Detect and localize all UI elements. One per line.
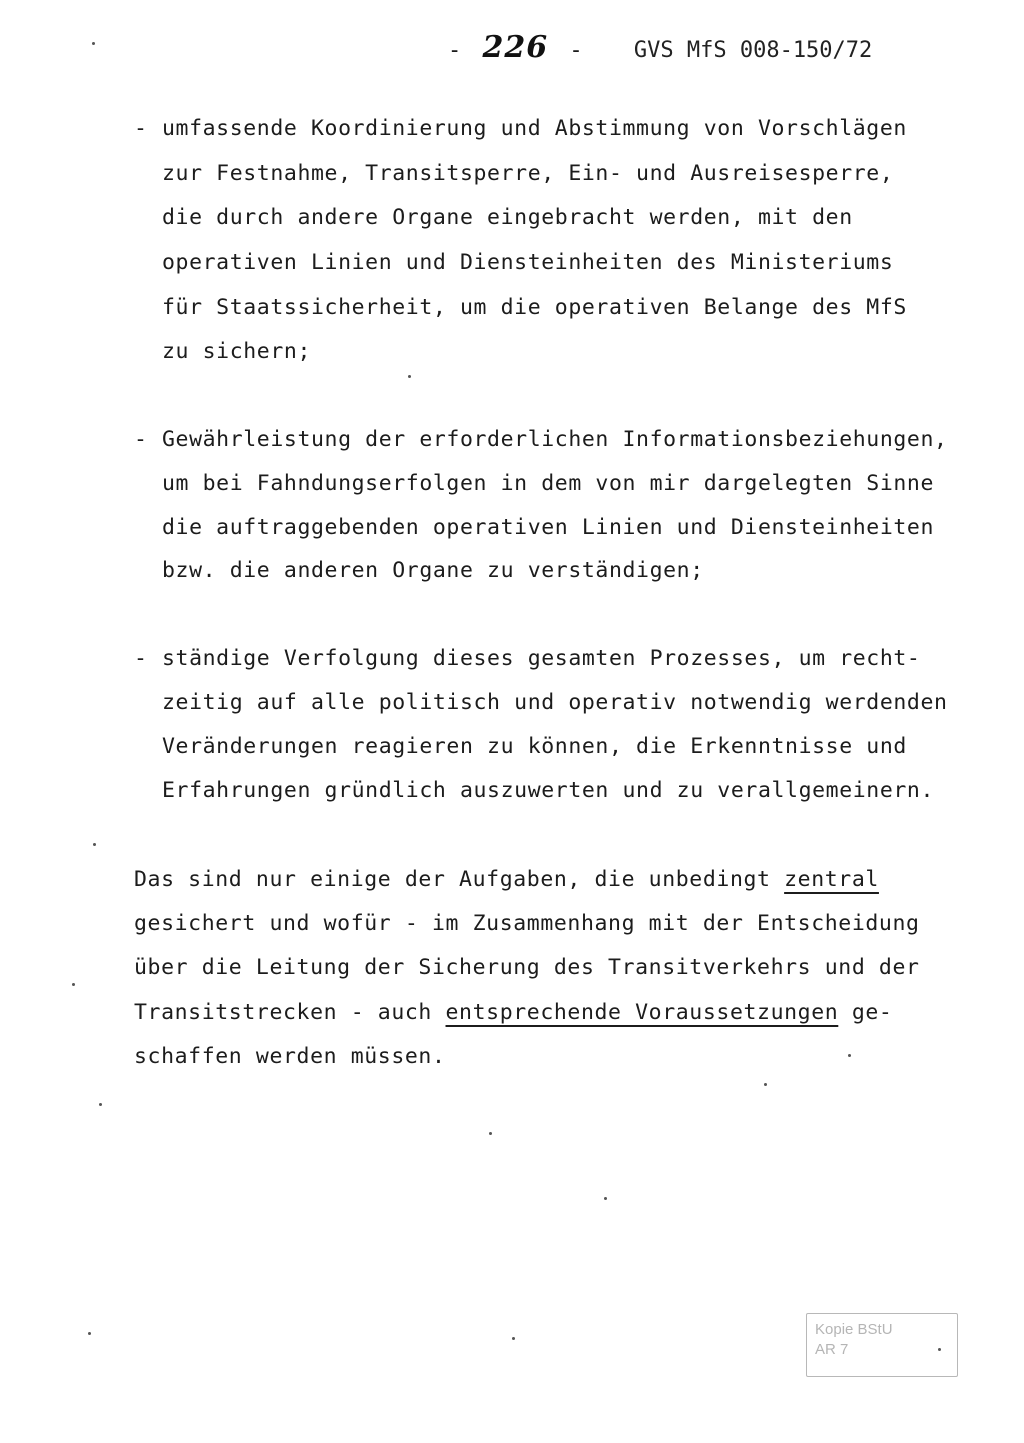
page-header <box>440 30 872 65</box>
paragraph-text: ge- <box>838 1000 893 1025</box>
scan-speck <box>93 843 96 846</box>
header-dash-left: - <box>448 38 462 63</box>
paragraph-line: schaffen werden müssen. <box>134 1044 446 1069</box>
scan-speck <box>604 1197 607 1200</box>
bullet-marker: - <box>134 116 148 141</box>
paragraph-text: Transitstrecken - auch <box>134 1000 446 1025</box>
stamp-line: AR 7 <box>815 1341 849 1358</box>
underlined-phrase: entsprechende Voraussetzungen <box>445 1000 839 1025</box>
document-reference: GVS MfS 008-150/72 <box>633 38 873 63</box>
bullet-line: bzw. die anderen Organe zu verständigen; <box>162 558 704 583</box>
bullet-line: zur Festnahme, Transitsperre, Ein- und Ausreisesperre, <box>162 161 894 186</box>
underlined-word: zentral <box>784 867 879 892</box>
paragraph-text: Das sind nur einige der Aufgaben, die unbedingt <box>134 867 785 892</box>
paragraph-line: über die Leitung der Sicherung des Transitverkehrs und der <box>134 955 920 980</box>
bullet-line: ständige Verfolgung dieses gesamten Prozesses, um recht- <box>162 646 921 671</box>
scan-speck <box>489 1132 492 1135</box>
scan-speck <box>764 1083 767 1086</box>
bullet-line: die auftraggebenden operativen Linien und Diensteinheiten <box>162 515 935 540</box>
scan-speck <box>99 1103 102 1106</box>
bullet-line: die durch andere Organe eingebracht werden, mit den <box>162 205 853 230</box>
paragraph-line <box>134 1000 892 1025</box>
scan-speck <box>848 1054 851 1057</box>
bullet-line: für Staatssicherheit, um die operativen Belange des MfS <box>162 295 907 320</box>
scan-speck <box>938 1348 941 1351</box>
archive-stamp <box>806 1313 958 1377</box>
bullet-line: operativen Linien und Diensteinheiten des Ministeriums <box>162 250 894 275</box>
bullet-line: umfassende Koordinierung und Abstimmung von Vorschlägen <box>162 116 907 141</box>
bullet-line: Gewährleistung der erforderlichen Informationsbeziehungen, <box>162 427 948 452</box>
bullet-line: um bei Fahndungserfolgen in dem von mir dargelegten Sinne <box>162 471 935 496</box>
scan-speck <box>408 375 411 378</box>
bullet-line: zeitig auf alle politisch und operativ notwendig werdenden <box>162 690 948 715</box>
scan-speck <box>512 1337 515 1340</box>
paragraph-line <box>134 867 879 892</box>
scan-speck <box>72 983 75 986</box>
bullet-line: Erfahrungen gründlich auszuwerten und zu verallgemeinern. <box>162 778 935 803</box>
scan-speck <box>88 1332 91 1335</box>
bullet-marker: - <box>134 427 148 452</box>
paragraph-line: gesichert und wofür - im Zusammenhang mit der Entscheidung <box>134 911 920 936</box>
scan-speck <box>92 42 95 45</box>
bullet-marker: - <box>134 646 148 671</box>
header-dash-right: - <box>569 38 583 63</box>
bullet-line: zu sichern; <box>162 339 311 364</box>
bullet-line: Veränderungen reagieren zu können, die Erkenntnisse und <box>162 734 907 759</box>
page-number: 226 <box>482 30 549 65</box>
stamp-line: Kopie BStU <box>815 1321 893 1338</box>
